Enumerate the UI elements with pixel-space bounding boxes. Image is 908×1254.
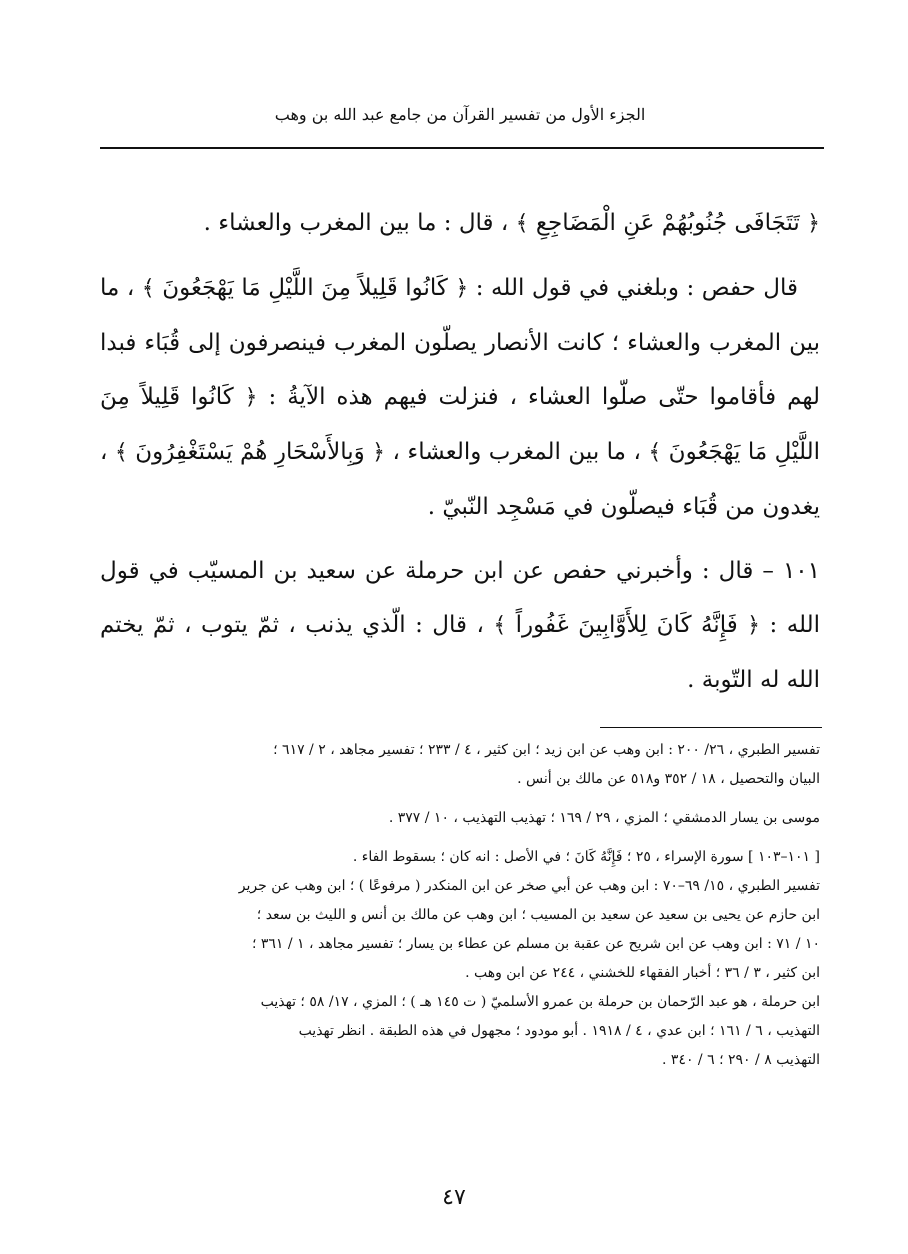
footnote-block (100, 988, 820, 1075)
footnote-line: [ ١٠١–١٠٣ ] سورة الإسراء ، ٢٥ ؛ فَإِنَّهُ كَانَ ؛ في الأصل : انه كان ؛ بسقوط الفاء . (352, 849, 820, 865)
quran-verse: تَتَجَافَى جُنُوبُهُمْ عَنِ الْمَضَاجِعِ (535, 210, 800, 236)
commentary-text: ، قال : الّذي يذنب ، ثمّ يتوب ، ثمّ يختم الله له التّوبة . (100, 612, 820, 693)
quran-verse: فَإِنَّهُ كَانَ لِلأَوَّابِينَ غَفُوراً (515, 612, 738, 638)
quran-bracket-close: ﴾ (648, 440, 662, 465)
footnote-line: تفسير الطبري ، ١٥/ ٦٩–٧٠ : ابن وهب عن أبي صخر عن ابن المنكدر ( مرفوعًا ) ؛ ابن وهب عن جرير (238, 878, 820, 894)
running-header: الجزء الأول من تفسير القرآن من جامع عبد الله بن وهب (274, 105, 646, 124)
quran-bracket-open: ﴿ (244, 385, 258, 410)
quran-bracket-close: ﴾ (141, 276, 155, 301)
footnote-block (100, 804, 820, 833)
quran-bracket-open: ﴿ (807, 211, 820, 236)
footnote-line: التهذيب ٨ / ٢٩٠ ؛ ٦ / ٣٤٠ . (662, 1052, 820, 1068)
main-text (100, 196, 820, 717)
footnote-line: موسى بن يسار الدمشقي ؛ المزي ، ٢٩ / ١٦٩ ؛ تهذيب التهذيب ، ١٠ / ٣٧٧ . (388, 810, 820, 826)
narration-text: ١٠١ – قال : وأخبرني حفص عن ابن حرملة عن سعيد بن المسيّب في قول الله : (100, 558, 821, 638)
quran-bracket-open: ﴿ (747, 613, 761, 638)
footnote-line: ابن حازم عن يحيى بن سعيد عن سعيد بن المسيب ؛ ابن وهب عن مالك بن أنس و الليث بن سعد ؛ (256, 907, 820, 923)
paragraph-2 (100, 261, 820, 534)
commentary-text: ، ما بين المغرب والعشاء ؛ كانت الأنصار يصلّون المغرب فينصرفون إلى قُبَاء فبدا لهم فأقاموا حتّى صلّوا العشاء ، فنزلت فيهم هذه الآيةُ : (100, 275, 820, 410)
footnote-line: البيان والتحصيل ، ١٨ / ٣٥٢ و٥١٨ عن مالك بن أنس . (517, 771, 820, 787)
footnotes (100, 736, 820, 1075)
quran-bracket-close: ﴾ (114, 440, 128, 465)
commentary-text: ، يغدون من قُبَاء فيصلّون في مَسْجِد النّبيّ . (100, 439, 820, 520)
commentary-text: ، قال : ما بين المغرب والعشاء . (203, 210, 509, 236)
footnote-line: التهذيب ، ٦ / ١٦١ ؛ ابن عدي ، ٤ / ١٩١٨ . أبو مودود ؛ مجهول في هذه الطبقة . انظر تهذيب (298, 1023, 820, 1039)
commentary-text: قال حفص : وبلغني في قول الله : (475, 275, 799, 301)
quran-bracket-open: ﴿ (455, 276, 469, 301)
footnote-line: ١٠ / ٧١ : ابن وهب عن ابن شريح عن عقبة بن مسلم عن عطاء بن يسار ؛ تفسير مجاهد ، ١ / ٣٦١ ؛ (251, 936, 820, 952)
quran-bracket-close: ﴾ (515, 211, 529, 236)
footnote-block (100, 843, 820, 988)
footnote-block (100, 736, 820, 794)
quran-bracket-close: ﴾ (493, 613, 507, 638)
quran-verse: وَبِالأَسْحَارِ هُمْ يَسْتَغْفِرُونَ (135, 439, 365, 465)
quran-verse: كَانُوا قَلِيلاً مِنَ اللَّيْلِ مَا يَهْجَعُونَ (100, 384, 820, 465)
header-rule (100, 147, 824, 149)
quran-verse: كَانُوا قَلِيلاً مِنَ اللَّيْلِ مَا يَهْجَعُونَ (162, 275, 448, 301)
paragraph-1 (100, 196, 820, 251)
paragraph-3 (100, 544, 820, 707)
footnote-line: ابن كثير ، ٣ / ٣٦ ؛ أخبار الفقهاء للخشني ، ٢٤٤ عن ابن وهب . (465, 965, 820, 981)
page-number: ٤٧ (442, 1185, 466, 1210)
quran-bracket-open: ﴿ (372, 440, 386, 465)
footnote-line: تفسير الطبري ، ٢٦/ ٢٠٠ : ابن وهب عن ابن زيد ؛ ابن كثير ، ٤ / ٢٣٣ ؛ تفسير مجاهد ، ٢ / ٦١٧ ؛ (273, 742, 820, 758)
footnote-line: ابن حرملة ، هو عبد الرّحمان بن حرملة بن عمرو الأسلميّ ( ت ١٤٥ هـ ) ؛ المزي ، ١٧/ ٥٨ ؛ تهذيب (260, 994, 820, 1010)
commentary-text: ، ما بين المغرب والعشاء ، (392, 439, 641, 465)
footnote-rule (600, 727, 822, 728)
